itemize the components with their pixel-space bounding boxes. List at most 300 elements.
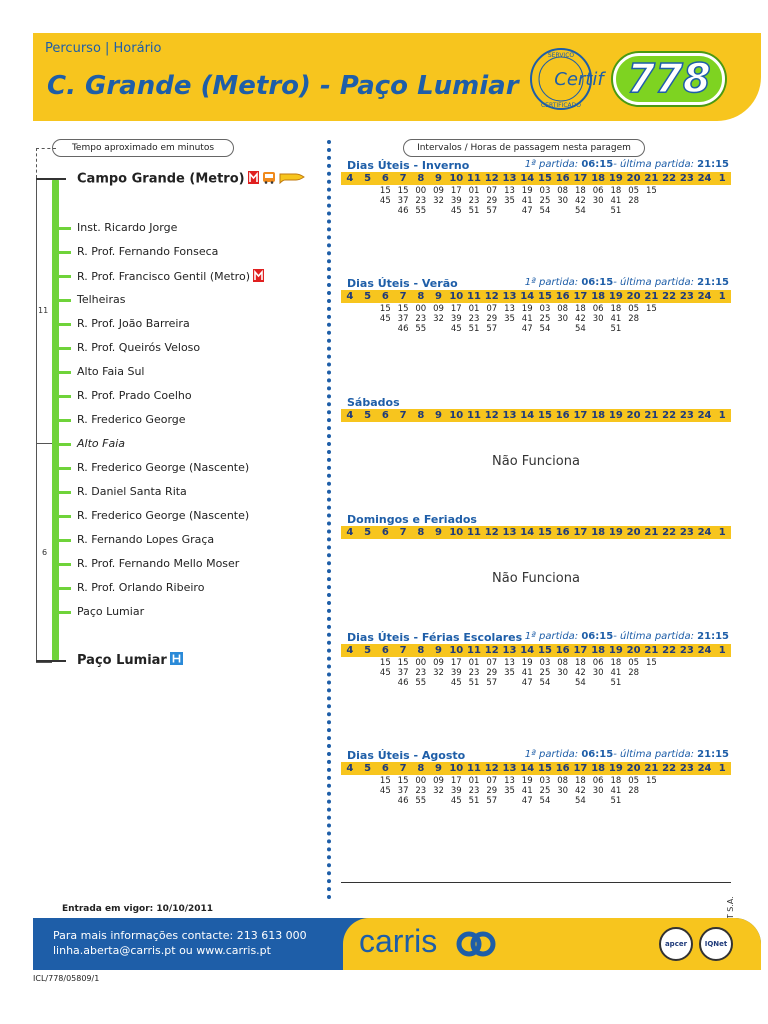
effective-date: Entrada em vigor: 10/10/2011 — [62, 904, 214, 914]
minute-cell: 01 — [468, 776, 480, 786]
hour-cell: 19 — [608, 173, 623, 184]
minute-cell — [678, 796, 696, 806]
minute-cell: 41 — [521, 786, 533, 796]
minute-cell: 47 — [521, 678, 533, 688]
section-title: Dias Úteis - Agosto — [347, 749, 466, 762]
hour-cell: 16 — [555, 763, 570, 774]
minute-cell — [642, 196, 660, 206]
minute-cell: 13 — [504, 658, 515, 668]
minute-cell: 41 — [610, 314, 622, 324]
stop-marker — [59, 419, 71, 422]
hour-cell: 13 — [502, 527, 517, 538]
minute-cell: 51 — [610, 796, 622, 806]
first-last-departure: 1ª partida: 06:15- última partida: 21:15 — [524, 631, 729, 642]
hour-cell: 7 — [399, 645, 407, 656]
minute-cell — [625, 678, 643, 688]
hour-cell: 20 — [626, 410, 641, 421]
hour-cell: 22 — [662, 527, 677, 538]
hour-cell: 23 — [679, 527, 694, 538]
hour-cell: 4 — [346, 173, 354, 184]
minute-cell: 19 — [521, 186, 533, 196]
hour-cell: 4 — [346, 527, 354, 538]
minute-cell — [713, 324, 731, 334]
minute-cell — [341, 678, 359, 688]
section-title: Dias Úteis - Inverno — [347, 159, 470, 172]
hour-cell: 21 — [644, 527, 659, 538]
minute-cell — [660, 314, 678, 324]
minute-cell — [713, 776, 731, 786]
hour-cell: 12 — [484, 173, 499, 184]
minute-cell: 39 — [450, 668, 462, 678]
minute-cell — [501, 678, 519, 688]
minute-cell — [341, 314, 359, 324]
connector-line — [36, 148, 37, 178]
hour-cell: 10 — [449, 645, 464, 656]
minute-cell: 30 — [557, 196, 569, 206]
first-last-departure: 1ª partida: 06:15- última partida: 21:15 — [524, 749, 729, 760]
carris-rings-icon — [452, 929, 500, 959]
minute-cell: 19 — [521, 776, 533, 786]
minute-cell — [359, 658, 377, 668]
minute-cell: 57 — [486, 324, 498, 334]
stop — [77, 317, 190, 330]
minute-cell: 55 — [415, 796, 427, 806]
hour-cell: 16 — [555, 410, 570, 421]
minute-cell: 55 — [415, 206, 427, 216]
minute-cell: 45 — [450, 678, 462, 688]
brand-area — [343, 918, 761, 970]
hour-cell: 13 — [502, 763, 517, 774]
hour-cell: 1 — [718, 173, 726, 184]
stop — [77, 293, 125, 306]
hour-cell: 12 — [484, 410, 499, 421]
minute-cell: 01 — [468, 186, 480, 196]
hour-cell: 19 — [608, 410, 623, 421]
stop — [77, 557, 239, 570]
minute-cell — [554, 324, 572, 334]
hour-cell: 14 — [520, 173, 535, 184]
hour-cell: 24 — [697, 527, 712, 538]
hour-cell: 4 — [346, 645, 354, 656]
hour-cell: 8 — [417, 527, 425, 538]
hour-cell: 17 — [573, 527, 588, 538]
stop-name: R. Prof. Francisco Gentil (Metro) — [77, 270, 250, 283]
hour-cell: 12 — [484, 645, 499, 656]
minute-cell: 45 — [450, 324, 462, 334]
stop-marker — [59, 275, 71, 278]
minute-cell: 45 — [379, 668, 391, 678]
stop-marker — [59, 443, 71, 446]
hour-cell: 5 — [364, 527, 372, 538]
hour-cell: 15 — [537, 645, 552, 656]
segment-bracket — [36, 443, 52, 444]
hour-cell: 9 — [435, 763, 443, 774]
minute-cell: 18 — [575, 658, 586, 668]
minutes-row — [341, 324, 731, 334]
minute-cell: 15 — [397, 658, 409, 668]
minute-cell: 57 — [486, 796, 498, 806]
hour-cell: 1 — [718, 645, 726, 656]
minute-cell — [660, 324, 678, 334]
minute-cell: 08 — [557, 186, 569, 196]
hour-cell: 18 — [591, 645, 606, 656]
minute-cell: 25 — [539, 668, 551, 678]
minute-cell — [554, 796, 572, 806]
column-divider — [327, 140, 331, 900]
hour-cell: 8 — [417, 645, 425, 656]
stop — [77, 437, 125, 450]
minute-cell: 25 — [539, 314, 551, 324]
minute-cell — [359, 668, 377, 678]
minute-cell — [430, 796, 448, 806]
minute-cell: 35 — [504, 196, 515, 206]
minute-cell: 51 — [610, 206, 622, 216]
minute-cell: 18 — [575, 304, 586, 314]
stop-name: R. Prof. Prado Coelho — [77, 389, 192, 402]
minute-cell: 45 — [379, 196, 391, 206]
minute-cell: 28 — [628, 314, 640, 324]
page-title: C. Grande (Metro) - Paço Lumiar — [47, 71, 519, 101]
minute-cell: 25 — [539, 196, 551, 206]
minute-cell — [678, 786, 696, 796]
stop-name: R. Daniel Santa Rita — [77, 485, 187, 498]
line-number: 778 — [627, 56, 711, 102]
hour-cell: 15 — [537, 173, 552, 184]
stop-name: Alto Faia Sul — [77, 365, 145, 378]
stop-name: Campo Grande (Metro) — [77, 171, 245, 187]
minute-cell: 03 — [539, 776, 551, 786]
hour-cell: 7 — [399, 527, 407, 538]
minute-cell — [696, 206, 714, 216]
stop-marker — [59, 587, 71, 590]
hour-cell: 9 — [435, 410, 443, 421]
minute-cell: 32 — [433, 314, 444, 324]
hour-cell: 9 — [435, 291, 443, 302]
hour-cell: 21 — [644, 173, 659, 184]
minute-cell: 30 — [592, 314, 604, 324]
stop-name: Alto Faia — [77, 437, 125, 450]
minute-cell: 46 — [397, 678, 409, 688]
minute-cell: 39 — [450, 786, 462, 796]
minute-cell: 08 — [557, 304, 569, 314]
minute-cell — [696, 776, 714, 786]
stop-name: R. Prof. Queirós Veloso — [77, 341, 201, 354]
minute-cell — [713, 186, 731, 196]
minute-cell: 18 — [610, 186, 622, 196]
minute-cell: 15 — [379, 186, 391, 196]
stop-name: Telheiras — [77, 293, 126, 306]
minute-cell — [678, 658, 696, 668]
hour-cell: 22 — [662, 173, 677, 184]
minute-cell: 13 — [504, 776, 515, 786]
hour-cell: 1 — [718, 763, 726, 774]
hour-cell: 23 — [679, 645, 694, 656]
minute-cell — [430, 206, 448, 216]
stop-marker — [59, 539, 71, 542]
minute-cell: 23 — [415, 196, 427, 206]
svg-text:CERTIFICADO: CERTIFICADO — [540, 102, 582, 109]
hour-cell: 14 — [520, 410, 535, 421]
minute-cell — [660, 668, 678, 678]
minute-cell — [430, 678, 448, 688]
minute-cell: 08 — [557, 658, 569, 668]
hour-cell: 6 — [381, 763, 389, 774]
minute-cell — [341, 668, 359, 678]
first-last-departure: 1ª partida: 06:15- última partida: 21:15 — [524, 277, 729, 288]
minute-cell: 42 — [575, 786, 586, 796]
hour-cell: 9 — [435, 645, 443, 656]
minute-cell: 41 — [521, 196, 533, 206]
minute-cell: 15 — [645, 658, 657, 668]
minute-cell — [660, 786, 678, 796]
hour-cell: 17 — [573, 763, 588, 774]
contact-line-2[interactable]: linha.aberta@carris.pt ou www.carris.pt — [53, 944, 271, 957]
minute-cell: 09 — [433, 658, 444, 668]
certif-seal-icon — [527, 45, 619, 113]
minute-cell: 07 — [486, 186, 498, 196]
minute-cell — [501, 324, 519, 334]
minute-cell — [713, 786, 731, 796]
minute-cell — [696, 304, 714, 314]
hour-cell: 21 — [644, 763, 659, 774]
minute-cell — [341, 196, 359, 206]
stop — [77, 533, 214, 546]
stop-marker — [59, 299, 71, 302]
minute-cell — [359, 196, 377, 206]
minute-cell — [359, 206, 377, 216]
breadcrumb: Percurso | Horário — [45, 41, 162, 56]
minute-cell — [713, 206, 731, 216]
hour-cell: 6 — [381, 173, 389, 184]
hour-cell: 16 — [555, 291, 570, 302]
hour-cell: 21 — [644, 645, 659, 656]
terminal-marker — [36, 178, 66, 180]
minute-cell: 15 — [397, 304, 409, 314]
hour-cell: 14 — [520, 527, 535, 538]
hour-cell: 14 — [520, 763, 535, 774]
hour-cell: 21 — [644, 291, 659, 302]
minute-cell — [678, 324, 696, 334]
stop — [77, 269, 264, 285]
minute-cell — [376, 324, 394, 334]
hour-cell: 5 — [364, 763, 372, 774]
minute-cell: 17 — [450, 304, 462, 314]
stop-marker — [59, 251, 71, 254]
stop-name: R. Frederico George (Nascente) — [77, 461, 250, 474]
hour-cell: 7 — [399, 410, 407, 421]
minute-cell — [696, 186, 714, 196]
hour-cell: 9 — [435, 527, 443, 538]
stop-marker — [59, 467, 71, 470]
hour-cell: 23 — [679, 763, 694, 774]
minute-cell — [678, 668, 696, 678]
minute-cell: 05 — [628, 776, 640, 786]
minute-cell: 15 — [397, 186, 409, 196]
hour-cell: 10 — [449, 291, 464, 302]
minute-cell: 15 — [645, 776, 657, 786]
hour-cell: 11 — [467, 527, 481, 538]
minute-cell: 47 — [521, 324, 533, 334]
minute-cell: 30 — [592, 668, 604, 678]
minute-cell: 07 — [486, 658, 498, 668]
minute-cell — [589, 324, 607, 334]
apcer-badge-icon: apcer — [659, 927, 693, 961]
minutes-row — [341, 658, 731, 668]
minute-cell — [376, 796, 394, 806]
segment-bracket — [36, 178, 37, 662]
stop-name: R. Frederico George — [77, 413, 186, 426]
minute-cell — [642, 668, 660, 678]
minute-cell: 30 — [592, 196, 604, 206]
minute-cell — [660, 678, 678, 688]
minute-cell: 37 — [397, 314, 409, 324]
minute-cell: 41 — [521, 668, 533, 678]
hour-cell: 7 — [399, 763, 407, 774]
hour-cell: 1 — [718, 410, 726, 421]
minute-cell: 15 — [645, 186, 657, 196]
stop-name: R. Prof. Fernando Mello Moser — [77, 557, 240, 570]
hour-cell: 23 — [679, 291, 694, 302]
hour-cell: 11 — [467, 645, 481, 656]
schedule-label-pill — [403, 139, 645, 157]
minute-cell — [589, 796, 607, 806]
minute-cell: 51 — [468, 796, 480, 806]
minute-cell: 30 — [557, 786, 569, 796]
minute-cell: 19 — [521, 658, 533, 668]
hour-cell: 20 — [626, 645, 641, 656]
minute-cell: 54 — [539, 324, 551, 334]
hospital-icon — [170, 652, 183, 669]
stop-marker — [59, 227, 71, 230]
section-title: Dias Úteis - Verão — [347, 277, 458, 290]
minute-cell — [341, 796, 359, 806]
minute-cell: 37 — [397, 196, 409, 206]
minute-cell: 54 — [575, 324, 586, 334]
minute-cell — [696, 314, 714, 324]
minute-cell — [696, 678, 714, 688]
minute-cell: 00 — [415, 658, 427, 668]
minute-cell: 23 — [468, 786, 480, 796]
minute-cell: 07 — [486, 304, 498, 314]
minute-cell — [660, 186, 678, 196]
minute-cell — [341, 186, 359, 196]
contact-line-1: Para mais informações contacte: 213 613 000 — [53, 929, 307, 942]
minute-cell: 42 — [575, 314, 586, 324]
hour-cell: 9 — [435, 173, 443, 184]
stop — [77, 605, 144, 618]
minute-cell: 54 — [539, 206, 551, 216]
minute-cell — [678, 776, 696, 786]
hour-cell: 14 — [520, 291, 535, 302]
minute-cell: 54 — [575, 796, 586, 806]
hour-cell: 6 — [381, 645, 389, 656]
minute-cell: 09 — [433, 776, 444, 786]
hour-cell: 12 — [484, 527, 499, 538]
minute-cell — [713, 304, 731, 314]
first-last-departure: 1ª partida: 06:15- última partida: 21:15 — [524, 159, 729, 170]
minute-cell — [642, 796, 660, 806]
hour-cell: 19 — [608, 291, 623, 302]
minute-cell — [696, 658, 714, 668]
hour-cell: 17 — [573, 645, 588, 656]
minute-cell: 37 — [397, 786, 409, 796]
carris-wordmark: carris — [359, 923, 438, 959]
minute-cell — [713, 678, 731, 688]
stop — [77, 245, 218, 258]
minute-cell — [376, 678, 394, 688]
minutes-row — [341, 186, 731, 196]
minute-cell: 06 — [592, 658, 604, 668]
minute-cell: 42 — [575, 668, 586, 678]
minute-cell: 29 — [486, 314, 498, 324]
minute-cell: 30 — [557, 314, 569, 324]
minute-cell: 23 — [468, 668, 480, 678]
minute-cell: 54 — [539, 678, 551, 688]
minute-cell: 39 — [450, 196, 462, 206]
minute-cell: 41 — [521, 314, 533, 324]
hour-cell: 22 — [662, 410, 677, 421]
carris-logo — [359, 923, 500, 960]
hour-cell: 18 — [591, 410, 606, 421]
hour-cell: 14 — [520, 645, 535, 656]
hour-cell: 1 — [718, 527, 726, 538]
minute-cell — [341, 304, 359, 314]
hours-row — [341, 172, 731, 185]
hour-cell: 20 — [626, 763, 641, 774]
bus-icon — [262, 171, 276, 188]
minute-cell: 00 — [415, 304, 427, 314]
minute-cell: 23 — [415, 668, 427, 678]
hour-cell: 6 — [381, 291, 389, 302]
hour-cell: 11 — [467, 173, 481, 184]
minute-cell — [642, 206, 660, 216]
minute-cell: 57 — [486, 206, 498, 216]
minute-cell: 41 — [610, 196, 622, 206]
hour-cell: 15 — [537, 527, 552, 538]
minute-cell — [642, 678, 660, 688]
minute-cell — [696, 786, 714, 796]
minute-cell — [696, 668, 714, 678]
hour-cell: 5 — [364, 291, 372, 302]
minute-cell — [341, 786, 359, 796]
hour-cell: 4 — [346, 291, 354, 302]
minute-cell: 06 — [592, 304, 604, 314]
hour-cell: 20 — [626, 527, 641, 538]
minute-cell: 15 — [379, 304, 391, 314]
hour-cell: 13 — [502, 645, 517, 656]
segment-time-1: 11 — [38, 306, 49, 315]
hour-cell: 15 — [537, 763, 552, 774]
hour-cell: 24 — [697, 410, 712, 421]
minute-cell — [660, 206, 678, 216]
minute-cell: 01 — [468, 304, 480, 314]
hour-cell: 17 — [573, 173, 588, 184]
minute-cell: 37 — [397, 668, 409, 678]
minute-cell: 51 — [610, 678, 622, 688]
hour-cell: 4 — [346, 763, 354, 774]
minute-cell: 13 — [504, 304, 515, 314]
hour-cell: 21 — [644, 410, 659, 421]
minute-cell: 35 — [504, 786, 515, 796]
minute-cell: 45 — [450, 796, 462, 806]
minute-cell: 32 — [433, 668, 444, 678]
minute-cell — [341, 206, 359, 216]
stop-name: R. Prof. Orlando Ribeiro — [77, 581, 205, 594]
hour-cell: 19 — [608, 527, 623, 538]
hour-cell: 8 — [417, 763, 425, 774]
stop-marker — [59, 515, 71, 518]
minutes-row — [341, 678, 731, 688]
